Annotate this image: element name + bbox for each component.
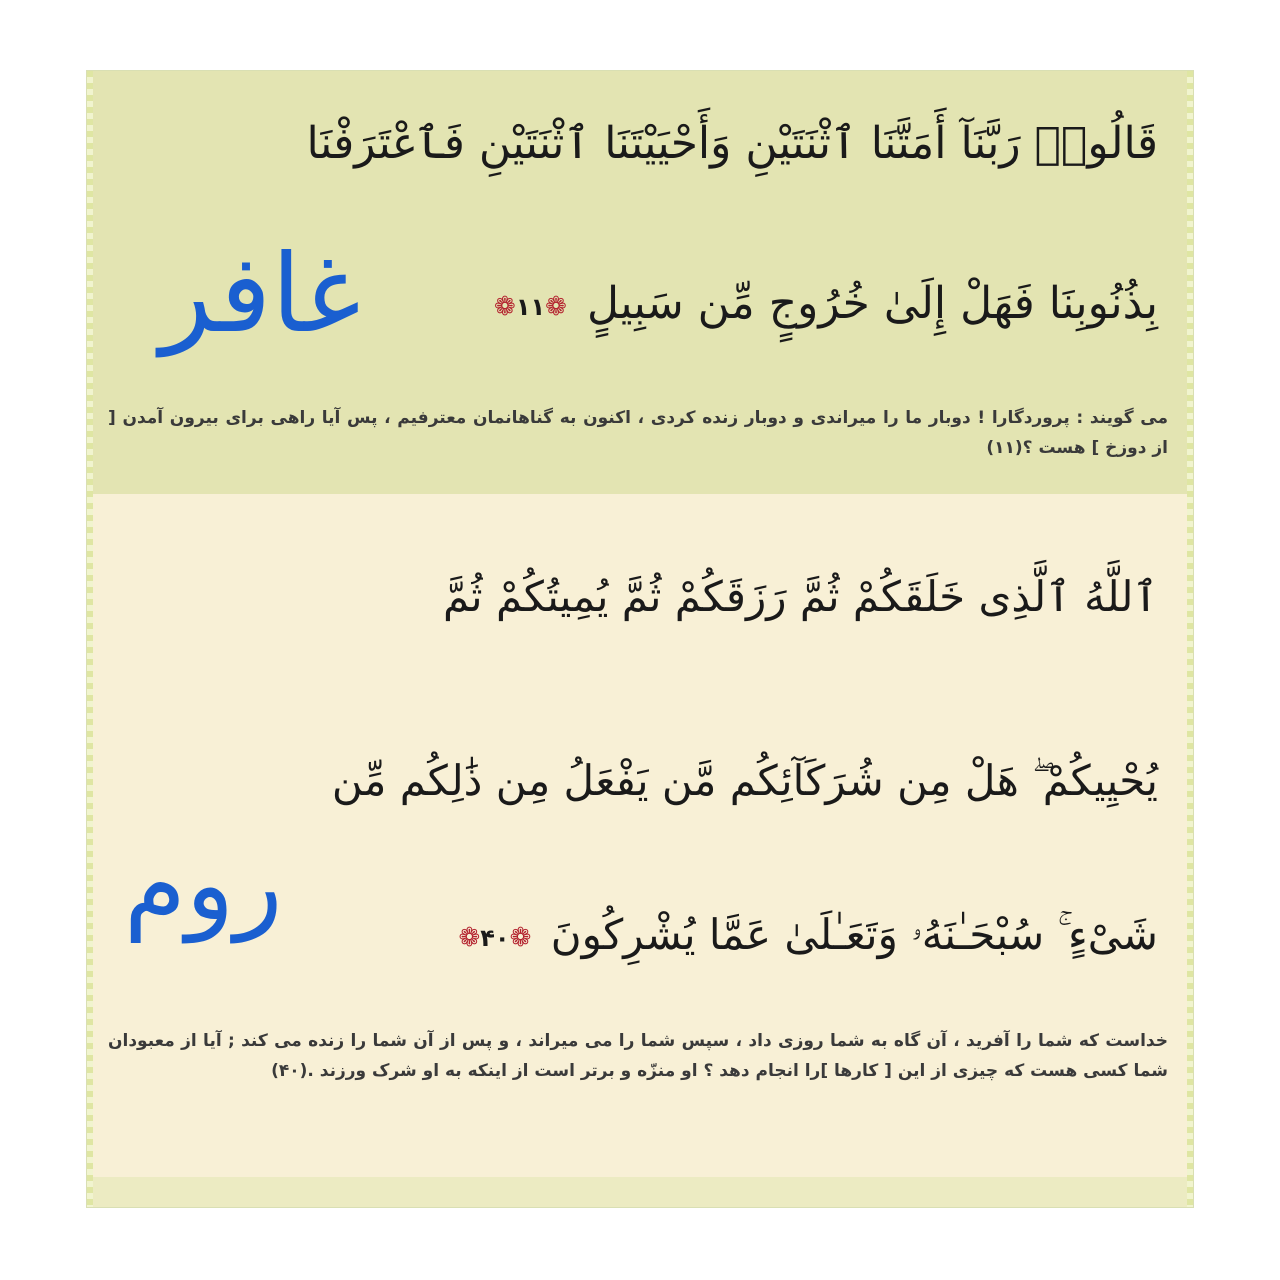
ghafir-ayah-line-1: قَالُوا۟ رَبَّنَآ أَمَتَّنَا ٱثْنَتَيْنِ وَأَحْيَيْتَنَا ٱثْنَتَيْنِ فَٱعْتَرَفْنَا [306, 118, 1158, 169]
verse-number: ١١ [515, 292, 546, 321]
ghafir-translation: می گویند : پروردگارا ! دوبار ما را میراندی و دوبار زنده کردی ، اکنون به گناهانمان معترفیم ، پس آیا راهی برای بیرون آمدن [ از دوزخ ] هست ؟(۱۱) [108, 408, 1168, 459]
ghafir-ayah-line-2-text: بِذُنُوبِنَا فَهَلْ إِلَىٰ خُرُوجٍ مِّن سَبِيلٍ [586, 278, 1158, 329]
rum-ayah-line-2: يُحْيِيكُمْ ۖ هَلْ مِن شُرَكَآئِكُم مَّن يَفْعَلُ مِن ذَٰلِكُم مِّن [331, 756, 1158, 805]
rum-ayah-line-3 [452, 910, 1158, 960]
decorative-border-right [1187, 71, 1193, 1207]
footer-band [93, 1177, 1187, 1207]
decorative-border-left [87, 71, 93, 1207]
ornamental-verse-end-icon: ❁۴۰❁ [458, 923, 532, 953]
rum-ayah-line-1: ٱللَّهُ ٱلَّذِى خَلَقَكُمْ ثُمَّ رَزَقَكُمْ ثُمَّ يُمِيتُكُمْ ثُمَّ [442, 572, 1158, 621]
surah-title-ghafir: غافر [160, 232, 361, 357]
ornamental-verse-end-icon: ❁١١❁ [494, 291, 567, 322]
rum-translation: خداست که شما را آفرید ، آن گاه به شما روزی داد ، سپس شما را می میراند ، و پس از آن شما را زنده می کند ; آیا از معبودان شما کسی هست که چیزی از این [ کارها ]را انجام دهد ؟ او منزّه و برتر است از اینکه به او شرک ورزند .(۴۰) [108, 1031, 1168, 1082]
rum-ayah-line-3-text: شَىْءٍ ۚ سُبْحَـٰنَهُۥ وَتَعَـٰلَىٰ عَمَّا يُشْرِكُونَ [550, 910, 1158, 959]
verse-number: ۴۰ [480, 924, 510, 952]
surah-title-rum: روم [124, 826, 283, 943]
ghafir-ayah-line-2 [488, 278, 1158, 329]
